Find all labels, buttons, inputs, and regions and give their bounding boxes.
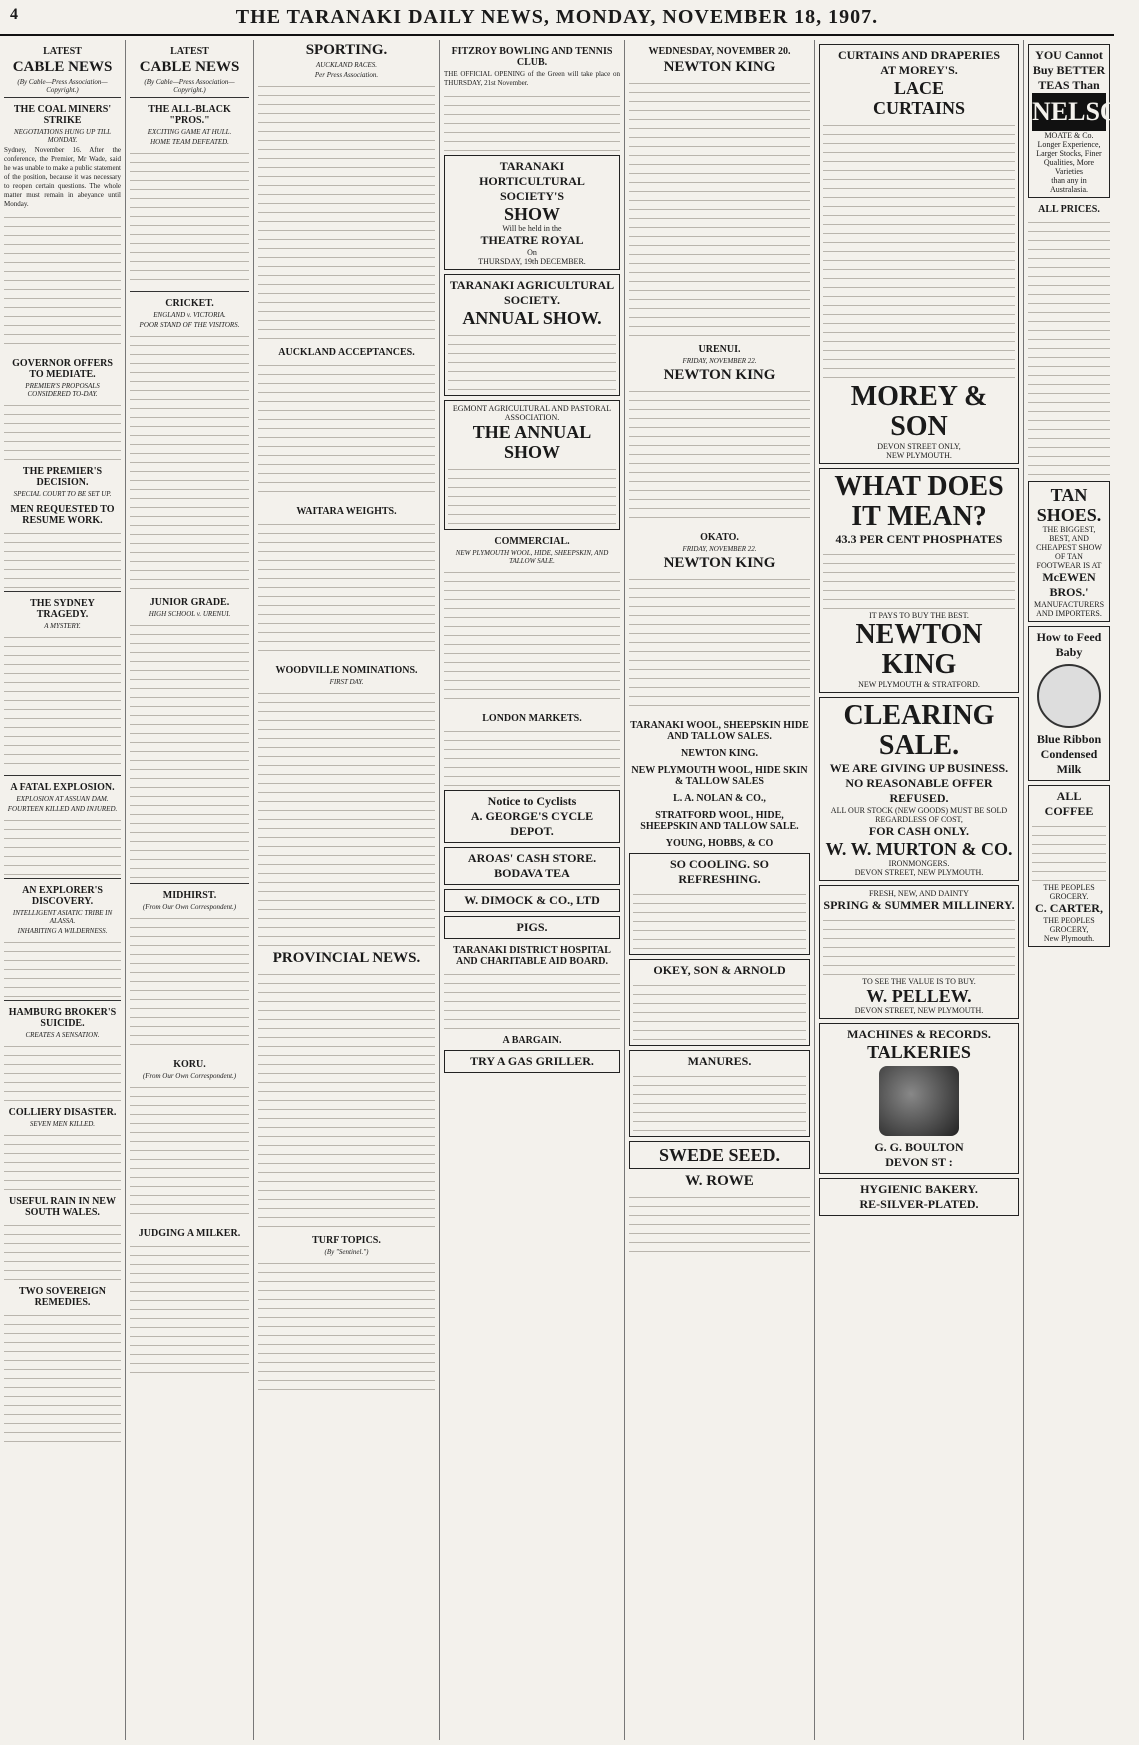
article-text-block: [444, 567, 620, 707]
refreshing-drink-ad: SO COOLING. SO REFRESHING.: [629, 853, 810, 955]
headline: THE COAL MINERS' STRIKE: [13, 104, 112, 126]
article-text-block: [4, 400, 121, 460]
notice-text: THE OFFICIAL OPENING of the Green will take place on THURSDAY, 21st November.: [444, 70, 620, 87]
subheadline: NEGOTIATIONS HUNG UP TILL MONDAY.: [13, 128, 112, 144]
headline: WAITARA WEIGHTS.: [296, 506, 397, 517]
date-heading: WEDNESDAY, NOVEMBER 20.: [648, 46, 791, 57]
subheadline: (By "Sentinel."): [324, 1248, 369, 1256]
column-1: [0, 40, 126, 1740]
article-text-block: [4, 1310, 121, 1450]
article-text-block: [258, 360, 435, 500]
auctioneer-name: NEWTON KING.: [680, 748, 759, 759]
sale-heading: TARANAKI WOOL, SHEEPSKIN HIDE AND TALLOW SALES.: [630, 720, 809, 742]
masthead-title: THE TARANAKI DAILY NEWS, MONDAY, NOVEMBER 18, 1907.: [235, 5, 879, 28]
latest-label: LATEST: [43, 46, 82, 57]
blue-ribbon-milk-ad: How to Feed Baby Blue Ribbon Condensed Milk: [1028, 626, 1110, 781]
subheadline: NEW PLYMOUTH WOOL, HIDE, SHEEPSKIN, AND TALLOW SALE.: [455, 549, 609, 565]
dimock-ad: W. DIMOCK & CO., LTD: [444, 889, 620, 912]
auctioneer-name: YOUNG, HOBBS, & CO: [665, 838, 774, 849]
headline: JUNIOR GRADE.: [149, 597, 230, 608]
pellew-millinery-ad: FRESH, NEW, AND DAINTY SPRING & SUMMER MILLINERY. TO SEE THE VALUE IS TO BUY. W. PELLEW. DEVON STREET, NEW PLYMOUTH.: [819, 885, 1019, 1019]
column-4: [440, 40, 625, 1740]
headline: TWO SOVEREIGN REMEDIES.: [19, 1286, 106, 1308]
subheadline: EXPLOSION AT ASSUAN DAM.: [16, 795, 109, 803]
headline: WOODVILLE NOMINATIONS.: [275, 665, 418, 676]
auctioneer-name: NEWTON KING: [663, 367, 776, 383]
aroas-cash-store-ad: AROAS' CASH STORE. BODAVA TEA: [444, 847, 620, 885]
article-text-block: [4, 1130, 121, 1190]
article-text-block: [4, 815, 121, 875]
headline: HAMBURG BROKER'S SUICIDE.: [8, 1007, 117, 1029]
headline: GOVERNOR OFFERS TO MEDIATE.: [12, 358, 113, 380]
latest-label: LATEST: [170, 46, 209, 57]
headline: THE PREMIER'S DECISION.: [22, 466, 103, 488]
notice-heading: TARANAKI DISTRICT HOSPITAL AND CHARITABLE AID BOARD.: [453, 945, 611, 967]
article-text-block: [4, 528, 121, 588]
credit-line: (By Cable—Press Association—Copyright.): [17, 78, 108, 94]
talkeries-ad: MACHINES & RECORDS. TALKERIES G. G. BOULTON DEVON ST :: [819, 1023, 1019, 1174]
article-text-block: [4, 632, 121, 772]
place-heading: URENUI.: [698, 344, 741, 355]
subheadline: EXCITING GAME AT HULL.: [147, 128, 232, 136]
column-2: [126, 40, 254, 1740]
subheadline: POOR STAND OF THE VISITORS.: [139, 321, 240, 329]
subheadline: FIRST DAY.: [329, 678, 364, 686]
morey-curtains-ad: CURTAINS AND DRAPERIES AT MOREY'S. LACE CURTAINS MOREY & SON DEVON STREET ONLY, NEW PLYMOUTH.: [819, 44, 1019, 464]
mcewen-tan-shoes-ad: TAN SHOES. THE BIGGEST, BEST, AND CHEAPEST SHOW OF TAN FOOTWEAR IS AT McEWEN BROS.' MANUFACTURERS AND IMPORTERS.: [1028, 481, 1110, 622]
merchant-name: W. ROWE: [685, 1173, 754, 1189]
subheadline: INTELLIGENT ASIATIC TRIBE IN ALASSA.: [12, 909, 113, 925]
auction-text-block: [629, 78, 810, 338]
article-text: Sydney, November 16. After the conference, the Premier, Mr Wade, said he was unable to make a public statement of the position, because it was necessary to reopen certain questions. The whole matter must remain in abeyance until Monday.: [4, 146, 121, 208]
notice-text-block: [444, 969, 620, 1029]
subheadline: HIGH SCHOOL v. URENUI.: [148, 610, 231, 618]
article-text-block: [4, 212, 121, 352]
peoples-grocery-ad: ALL COFFEE THE PEOPLES GROCERY. C. CARTER, THE PEOPLES GROCERY, New Plymouth.: [1028, 785, 1110, 947]
hygienic-bakery-ad: HYGIENIC BAKERY. RE-SILVER-PLATED.: [819, 1178, 1019, 1216]
subheadline: AUCKLAND RACES.: [315, 61, 378, 69]
headline: CRICKET.: [165, 298, 214, 309]
subheadline: CREATES A SENSATION.: [25, 1031, 100, 1039]
subheadline: FOURTEEN KILLED AND INJURED.: [7, 805, 118, 813]
headline: MEN REQUESTED TO RESUME WORK.: [10, 504, 115, 526]
subheadline: SPECIAL COURT TO BE SET UP.: [13, 490, 112, 498]
column-5: [625, 40, 815, 1740]
sale-heading: NEW PLYMOUTH WOOL, HIDE SKIN & TALLOW SALES: [631, 765, 808, 787]
auctioneer-name: NEWTON KING: [663, 59, 776, 75]
section-heading: PROVINCIAL NEWS.: [272, 950, 421, 966]
subheadline: INHABITING A WILDERNESS.: [17, 927, 108, 935]
place-heading: OKATO.: [700, 532, 739, 543]
article-text-block: [130, 620, 249, 880]
sale-heading: STRATFORD WOOL, HIDE, SHEEPSKIN AND TALLOW SALE.: [640, 810, 799, 832]
ad-text-block: [629, 1192, 810, 1252]
section-heading: ALL PRICES.: [1038, 204, 1100, 215]
article-text-block: [130, 1241, 249, 1381]
horticultural-show-ad: TARANAKI HORTICULTURAL SOCIETY'S SHOW Will be held in the THEATRE ROYAL On THURSDAY, 19th DECEMBER.: [444, 155, 620, 270]
article-text-block: [258, 688, 435, 948]
subheadline: (From Our Own Correspondent.): [142, 903, 237, 911]
subheadline: (From Our Own Correspondent.): [142, 1072, 237, 1080]
auction-text-block: [629, 574, 810, 714]
article-text-block: [444, 726, 620, 786]
credit-line: (By Cable—Press Association—Copyright.): [144, 78, 235, 94]
cable-news-heading: CABLE NEWS: [139, 59, 240, 75]
newton-king-phosphate-ad: WHAT DOES IT MEAN? 43.3 PER CENT PHOSPHATES IT PAYS TO BUY THE BEST. NEWTON KING NEW PLYMOUTH & STRATFORD.: [819, 468, 1019, 693]
okey-son-arnold-ad: OKEY, SON & ARNOLD: [629, 959, 810, 1046]
subheadline: HOME TEAM DEFEATED.: [150, 138, 229, 146]
swede-seed-ad: SWEDE SEED.: [629, 1141, 810, 1169]
headline: LONDON MARKETS.: [482, 713, 582, 724]
cyclists-ad: Notice to Cyclists A. GEORGE'S CYCLE DEPOT.: [444, 790, 620, 843]
headline: THE SYDNEY TRAGEDY.: [30, 598, 95, 620]
article-text-block: [258, 519, 435, 659]
masthead: [0, 0, 1114, 36]
article-text-block: [130, 1082, 249, 1222]
headline: TURF TOPICS.: [312, 1235, 381, 1246]
auction-text-block: [629, 386, 810, 526]
column-6: [815, 40, 1024, 1740]
subheadline: ENGLAND v. VICTORIA.: [153, 311, 226, 319]
subheadline: A MYSTERY.: [44, 622, 81, 630]
article-text-block: [258, 969, 435, 1229]
article-text-block: [130, 913, 249, 1053]
article-text-block: [130, 331, 249, 591]
headline: A FATAL EXPLOSION.: [10, 782, 115, 793]
murton-clearing-sale-ad: CLEARING SALE. WE ARE GIVING UP BUSINESS. NO REASONABLE OFFER REFUSED. ALL OUR STOCK (NEW GOODS) MUST BE SOLD REGARDLESS OF COST, FOR CASH ONLY. W. W. MURTON & CO. IRONMONGERS. DEVON STREET, NEW PLYMOUTH.: [819, 697, 1019, 881]
section-heading: COMMERCIAL.: [494, 536, 570, 547]
cable-news-heading: CABLE NEWS: [12, 59, 113, 75]
headline: KORU.: [173, 1059, 206, 1070]
subheadline: PREMIER'S PROPOSALS CONSIDERED TO-DAY.: [25, 382, 100, 398]
article-text-block: [4, 1041, 121, 1101]
article-text-block: [258, 81, 435, 341]
agricultural-show-ad: TARANAKI AGRICULTURAL SOCIETY. ANNUAL SHOW.: [444, 274, 620, 396]
article-text-block: [4, 937, 121, 997]
subheadline: SEVEN MEN KILLED.: [29, 1120, 96, 1128]
gramophone-icon: [879, 1066, 959, 1136]
notice-heading: A BARGAIN.: [502, 1035, 562, 1046]
headline: COLLIERY DISASTER.: [8, 1107, 117, 1118]
classified-text-block: [1028, 217, 1110, 477]
nelson-moate-tea-ad: YOU Cannot Buy BETTER TEAS Than NELSON MOATE & Co. Longer Experience, Larger Stocks, Finer Qualities, More Varieties than any in Australasia.: [1028, 44, 1110, 198]
page-number: 4: [10, 6, 19, 23]
column-7: [1024, 40, 1139, 1740]
nelson-logo: NELSON: [1032, 93, 1106, 131]
manures-ad: MANURES.: [629, 1050, 810, 1137]
pigs-ad: PIGS.: [444, 916, 620, 939]
notice-text-block: [444, 91, 620, 151]
headline: AUCKLAND ACCEPTANCES.: [278, 347, 415, 358]
article-text-block: [130, 148, 249, 288]
headline: MIDHIRST.: [162, 890, 217, 901]
auctioneer-name: L. A. NOLAN & CO.,: [673, 793, 766, 804]
egmont-show-ad: EGMONT AGRICULTURAL AND PASTORAL ASSOCIATION. THE ANNUAL SHOW: [444, 400, 620, 530]
date-subheading: FRIDAY, NOVEMBER 22.: [682, 545, 757, 553]
notice-heading: FITZROY BOWLING AND TENNIS CLUB.: [451, 46, 613, 68]
article-text-block: [258, 1258, 435, 1398]
subheadline: Per Press Association.: [314, 71, 379, 79]
baby-icon: [1037, 664, 1101, 728]
article-text-block: [4, 1220, 121, 1280]
date-subheading: FRIDAY, NOVEMBER 22.: [682, 357, 757, 365]
headline: JUDGING A MILKER.: [138, 1228, 241, 1239]
section-heading: SPORTING.: [305, 42, 388, 58]
column-3: [254, 40, 440, 1740]
auctioneer-name: NEWTON KING: [663, 555, 776, 571]
headline: AN EXPLORER'S DISCOVERY.: [22, 885, 103, 907]
headline: USEFUL RAIN IN NEW SOUTH WALES.: [9, 1196, 116, 1218]
headline: THE ALL-BLACK "PROS.": [148, 104, 231, 126]
gas-griller-ad: TRY A GAS GRILLER.: [444, 1050, 620, 1073]
